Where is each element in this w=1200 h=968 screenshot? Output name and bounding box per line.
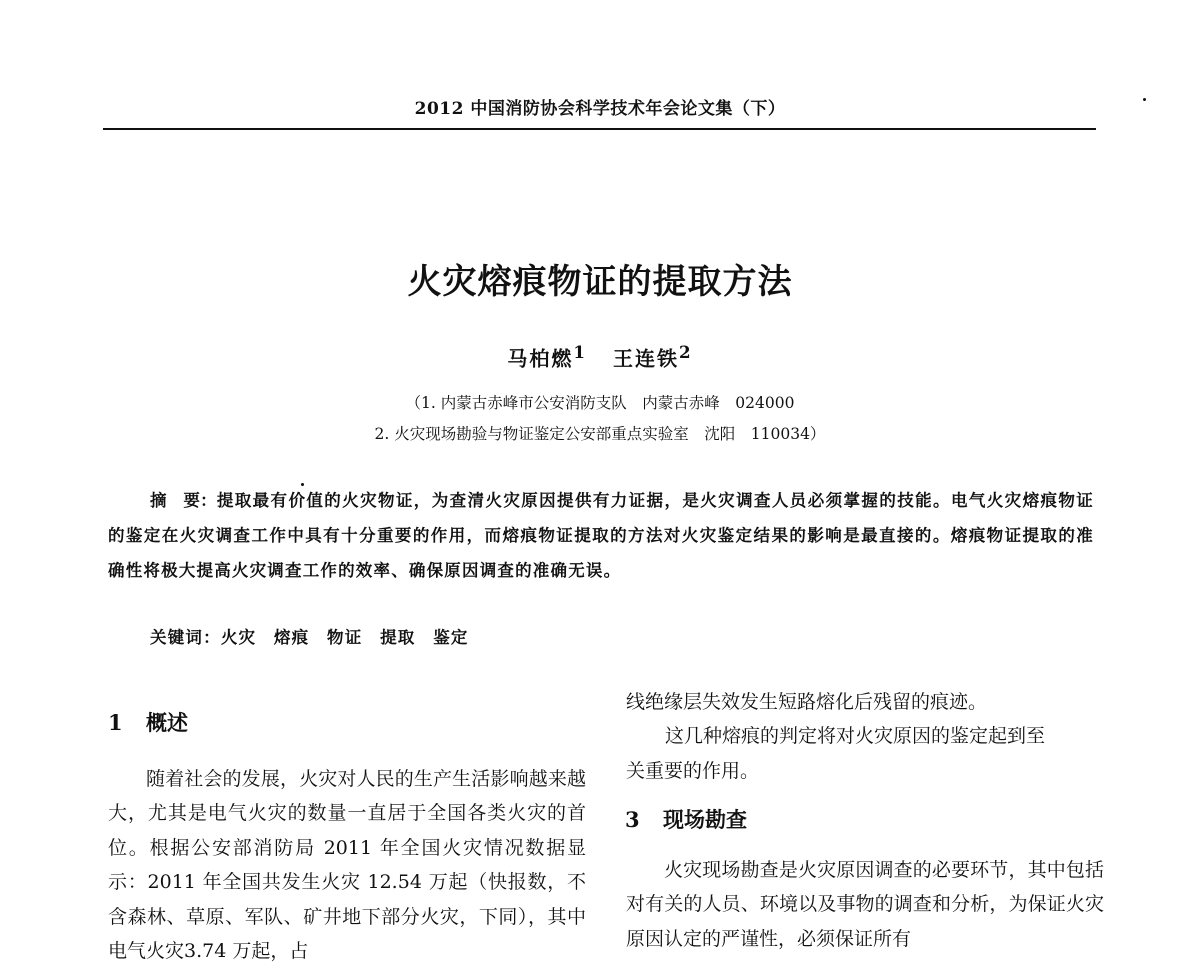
body-paragraph: 火灾现场勘查是火灾原因调查的必要环节，其中包括对有关的人员、环境以及事物的调查和分析，为保证火灾原因认定的严谨性，必须保证所有	[626, 859, 1104, 950]
section-title: 现场勘查	[663, 807, 747, 832]
running-header: 2012 中国消防协会科学技术年会论文集（下）	[414, 99, 786, 119]
author-affiliation-mark: 2	[679, 342, 693, 362]
section-number: 3	[625, 807, 640, 832]
scan-speck	[1143, 98, 1146, 101]
section-heading	[108, 707, 188, 737]
abstract	[108, 483, 1094, 588]
section-heading	[625, 804, 747, 834]
author-line	[0, 342, 1200, 372]
keywords-label: 关键词：	[150, 628, 221, 647]
abstract-label: 摘 要：	[150, 491, 217, 510]
scan-speck	[301, 483, 304, 486]
keywords-text: 火灾 熔痕 物证 提取 鉴定	[220, 628, 469, 647]
keywords	[150, 624, 469, 648]
affiliation-line: 2. 火灾现场勘验与物证鉴定公安部重点实验室 沈阳 110034）	[374, 425, 826, 443]
author-name: 马柏燃	[507, 346, 574, 371]
body-paragraph: 随着社会的发展，火灾对人民的生产生活影响越来越大，尤其是电气火灾的数量一直居于全国各类火灾的首位。根据公安部消防局 2011 年全国火灾情况数据显示：2011 年全国共发生火灾 12.54 万起（快报数，不含森林、草原、军队、矿井地下部分火灾，下同），其中电气火灾3.74 万起，占	[108, 768, 586, 963]
section-title: 概述	[146, 710, 188, 735]
body-line: 关重要的作用。	[626, 760, 760, 782]
abstract-text: 提取最有价值的火灾物证，为查清火灾原因提供有力证据，是火灾调查人员必须掌握的技能。电气火灾熔痕物证的鉴定在火灾调查工作中具有十分重要的作用，而熔痕物证提取的方法对火灾鉴定结果的影响是最直接的。熔痕物证提取的准确性将极大提高火灾调查工作的效率、确保原因调查的准确无误。	[108, 491, 1094, 580]
affiliation-line: （1. 内蒙古赤峰市公安消防支队 内蒙古赤峰 024000	[405, 394, 795, 412]
author-name: 王连铁	[613, 346, 679, 371]
paper-title: 火灾熔痕物证的提取方法	[407, 262, 793, 302]
body-line: 这几种熔痕的判定将对火灾原因的鉴定起到至	[665, 725, 1046, 747]
header-rule	[103, 128, 1096, 130]
section-number: 1	[108, 710, 123, 735]
body-line: 线绝缘层失效发生短路熔化后残留的痕迹。	[626, 691, 988, 713]
author-affiliation-mark: 1	[573, 342, 587, 362]
